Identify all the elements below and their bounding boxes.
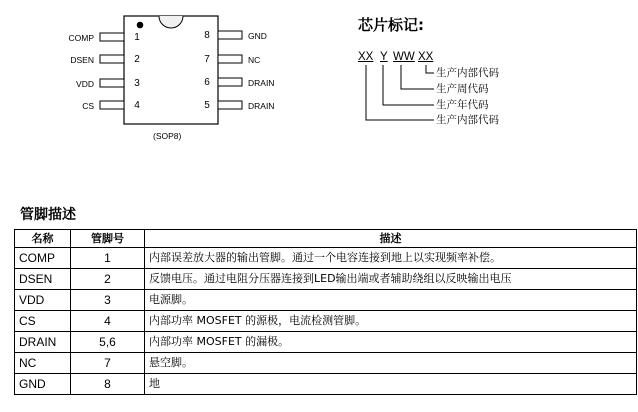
pin-number-5: 5	[204, 100, 210, 111]
pin-lead-6	[218, 78, 242, 86]
cell-name: GND	[15, 374, 71, 395]
cell-desc: 反馈电压。通过电阻分压器连接到LED输出端或者辅助绕组以反映输出电压	[145, 269, 637, 290]
pin-description-title: 管脚描述	[20, 207, 76, 223]
table-row	[15, 374, 637, 395]
code-part-week: WW	[393, 51, 415, 63]
cell-pin: 1	[71, 248, 145, 269]
cell-name: DRAIN	[15, 332, 71, 353]
pin-description-table	[14, 229, 637, 395]
cell-name: CS	[15, 311, 71, 332]
table-row	[15, 332, 637, 353]
cell-pin: 7	[71, 353, 145, 374]
pin-number-3: 3	[134, 78, 140, 89]
pin-number-6: 6	[204, 77, 210, 88]
pin-name-gnd: GND	[248, 31, 267, 41]
pin-name-dsen: DSEN	[70, 55, 94, 65]
legend-internal-code-2: 生产内部代码	[436, 114, 499, 126]
pin-lead-4	[100, 101, 124, 109]
table-row	[15, 311, 637, 332]
pin-number-4: 4	[134, 100, 140, 111]
cell-name: VDD	[15, 290, 71, 311]
marking-title: 芯片标记:	[358, 16, 424, 34]
table-row	[15, 248, 637, 269]
pin-lead-8	[218, 31, 242, 39]
pin-lead-3	[100, 79, 124, 87]
pin-number-8: 8	[204, 30, 210, 41]
legend-internal-code-1: 生产内部代码	[436, 67, 499, 79]
marking-legend	[356, 50, 556, 135]
pin-name-cs: CS	[82, 101, 94, 111]
cell-desc: 内部误差放大器的输出管脚。通过一个电容连接到地上以实现频率补偿。	[145, 248, 637, 269]
header-name: 名称	[15, 230, 71, 248]
code-part-internal-2: XX	[418, 51, 434, 63]
cell-pin: 8	[71, 374, 145, 395]
cell-pin: 4	[71, 311, 145, 332]
code-part-year: Y	[380, 51, 388, 63]
cell-name: COMP	[15, 248, 71, 269]
cell-desc: 地	[145, 374, 637, 395]
table-row	[15, 353, 637, 374]
pin-number-1: 1	[134, 32, 140, 43]
cell-pin: 3	[71, 290, 145, 311]
cell-pin: 5,6	[71, 332, 145, 353]
cell-desc: 悬空脚。	[145, 353, 637, 374]
pin-lead-1	[100, 33, 124, 41]
legend-year-code: 生产年代码	[436, 99, 489, 111]
cell-desc: 电源脚。	[145, 290, 637, 311]
code-part-internal-1: XX	[358, 51, 374, 63]
pin-name-drain-5: DRAIN	[248, 101, 275, 111]
pin-name-comp: COMP	[68, 33, 94, 43]
pin-lead-7	[218, 55, 242, 63]
pin1-dot	[137, 22, 144, 29]
pin-name-vdd: VDD	[76, 79, 94, 89]
package-type-label: (SOP8)	[153, 131, 182, 141]
pin-number-2: 2	[134, 54, 140, 65]
cell-name: DSEN	[15, 269, 71, 290]
cell-pin: 2	[71, 269, 145, 290]
pin-lead-5	[218, 101, 242, 109]
cell-desc: 内部功率 MOSFET 的漏极。	[145, 332, 637, 353]
sop8-package-diagram	[60, 14, 290, 144]
table-header-row	[15, 230, 637, 248]
legend-week-code: 生产周代码	[436, 83, 489, 95]
pin-name-nc: NC	[248, 55, 261, 65]
header-description: 描述	[145, 230, 637, 248]
table-row	[15, 269, 637, 290]
header-pin-number: 管脚号	[71, 230, 145, 248]
pin-name-drain-6: DRAIN	[248, 78, 275, 88]
cell-desc: 内部功率 MOSFET 的源极，电流检测管脚。	[145, 311, 637, 332]
table-row	[15, 290, 637, 311]
cell-name: NC	[15, 353, 71, 374]
pin-number-7: 7	[204, 54, 210, 65]
pin-lead-2	[100, 55, 124, 63]
